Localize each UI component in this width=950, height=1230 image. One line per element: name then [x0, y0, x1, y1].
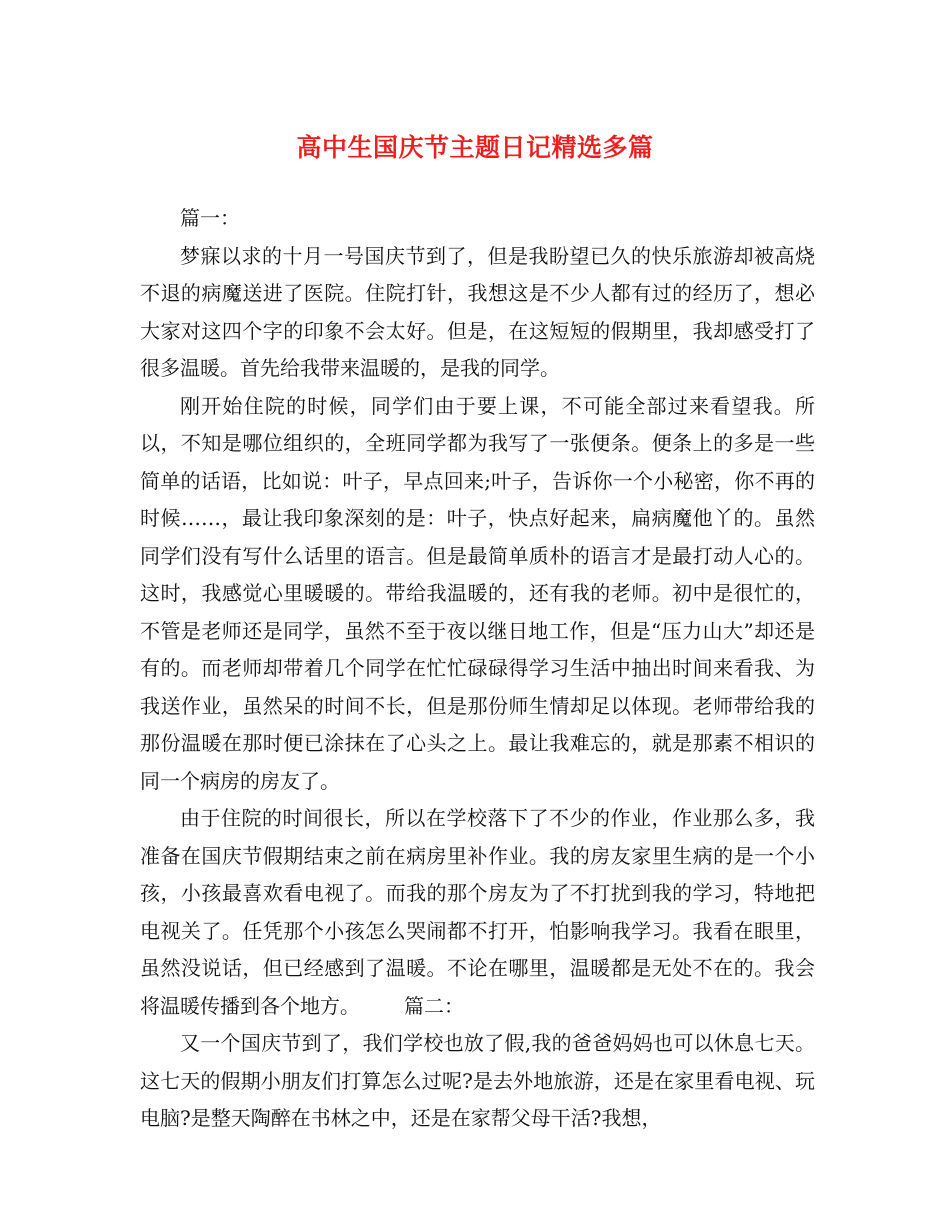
- paragraph-1: 梦寐以求的十月一号国庆节到了，但是我盼望已久的快乐旅游却被高烧不退的病魔送进了医院。住院打针，我想这是不少人都有过的经历了，想必大家对这四个字的印象不会太好。但是，在这短短的假期里，我却感受打了很多温暖。首先给我带来温暖的，是我的同学。: [140, 243, 815, 380]
- paragraph-3: [140, 800, 815, 1025]
- section-heading-2: 篇二：: [404, 993, 464, 1018]
- paragraph-3-text: 由于住院的时间很长，所以在学校落下了不少的作业，作业那么多，我准备在国庆节假期结束之前在病房里补作业。我的房友家里生病的是一个小孩，小孩最喜欢看电视了。而我的那个房友为了不打扰到我的学习，特地把电视关了。任凭那个小孩怎么哭闹都不打开，怕影响我学习。我看在眼里，虽然没说话，但已经感到了温暖。不论在哪里，温暖都是无处不在的。我会将温暖传播到各个地方。: [140, 806, 815, 1018]
- section-heading-1: 篇一：: [180, 206, 240, 230]
- document-title: 高中生国庆节主题日记精选多篇: [296, 133, 654, 162]
- paragraph-2: 刚开始住院的时候，同学们由于要上课，不可能全部过来看望我。所以，不知是哪位组织的，全班同学都为我写了一张便条。便条上的多是一些简单的话语，比如说：叶子，早点回来;叶子，告诉你一个小秘密，你不再的时候……，最让我印象深刻的是：叶子，快点好起来，扁病魔他丫的。虽然同学们没有写什么话里的语言。但是最简单质朴的语言才是最打动人心的。这时，我感觉心里暖暖的。带给我温暖的，还有我的老师。初中是很忙的，不管是老师还是同学，虽然不至于夜以继日地工作，但是“压力山大”却还是有的。而老师却带着几个同学在忙忙碌碌得学习生活中抽出时间来看我、为我送作业，虽然呆的时间不长，但是那份师生情却足以体现。老师带给我的那份温暖在那时便已涂抹在了心头之上。最让我难忘的，就是那素不相识的同一个病房的房友了。: [140, 393, 815, 793]
- document-body: [140, 200, 815, 1138]
- paragraph-4: 又一个国庆节到了，我们学校也放了假,我的爸爸妈妈也可以休息七天。这七天的假期小朋友们打算怎么过呢?是去外地旅游，还是在家里看电视、玩电脑?是整天陶醉在书林之中，还是在家帮父母干活?我想，: [140, 1031, 815, 1130]
